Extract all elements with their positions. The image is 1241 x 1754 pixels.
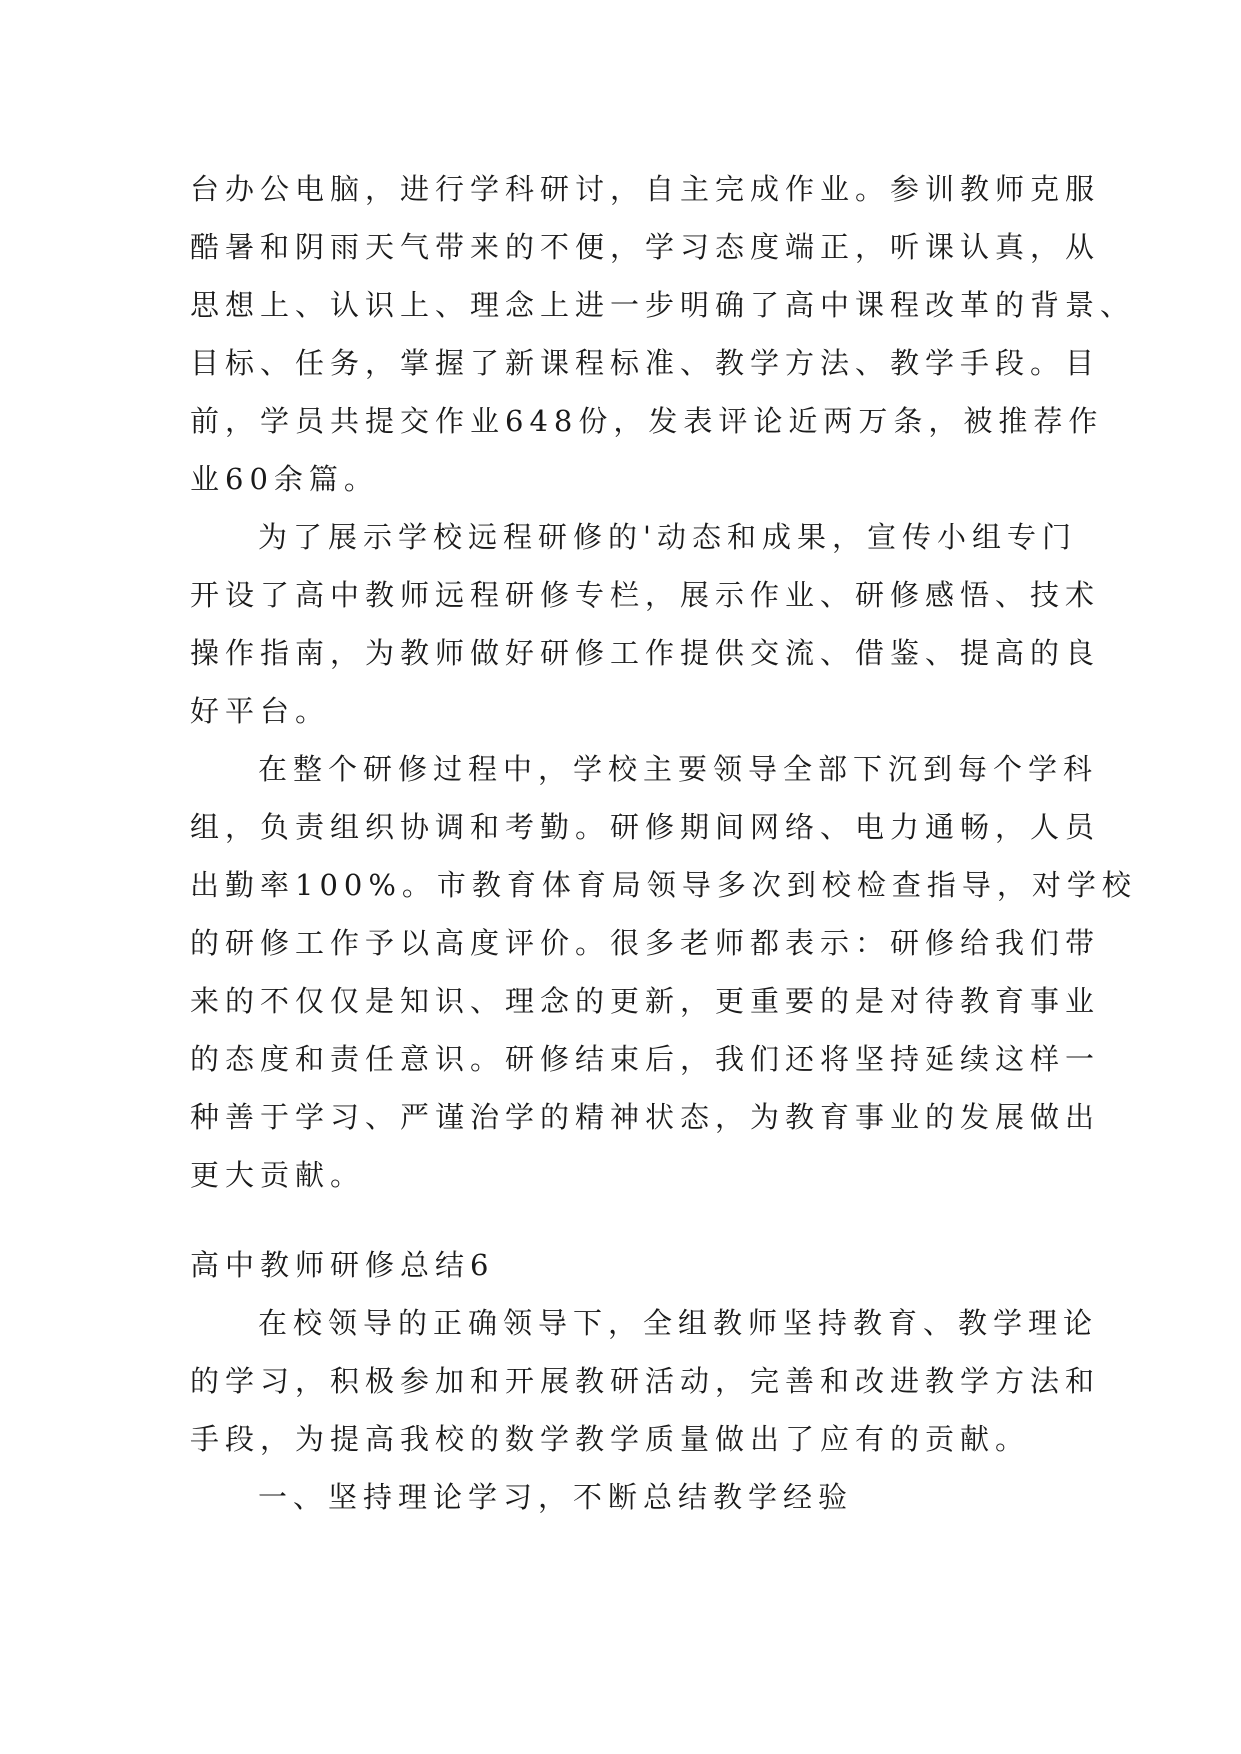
section-title: 高中教师研修总结6 [190, 1248, 495, 1282]
document-page [190, 160, 1137, 1526]
text-line: 业60余篇。 [190, 462, 379, 496]
text-line: 为了展示学校远程研修的'动态和成果，宣传小组专门 [258, 520, 1077, 554]
text-line: 开设了高中教师远程研修专栏，展示作业、研修感悟、技术 [190, 578, 1101, 612]
text-line: 在整个研修过程中，学校主要领导全部下沉到每个学科 [258, 752, 1099, 786]
text-line: 操作指南，为教师做好研修工作提供交流、借鉴、提高的良 [190, 636, 1101, 670]
text-line: 种善于学习、严谨治学的精神状态，为教育事业的发展做出 [190, 1100, 1101, 1134]
subheading-line: 一、坚持理论学习，不断总结教学经验 [258, 1480, 854, 1514]
text-line: 思想上、认识上、理念上进一步明确了高中课程改革的背景、 [190, 288, 1136, 322]
text-line: 手段，为提高我校的数学教学质量做出了应有的贡献。 [190, 1422, 1031, 1456]
text-line: 目标、任务，掌握了新课程标准、教学方法、教学手段。目 [190, 346, 1101, 380]
text-line: 酷暑和阴雨天气带来的不便，学习态度端正，听课认真，从 [190, 230, 1101, 264]
text-line: 好平台。 [190, 694, 331, 728]
paragraph [190, 508, 1101, 740]
text-line: 在校领导的正确领导下，全组教师坚持教育、教学理论 [258, 1306, 1099, 1340]
text-line: 前，学员共提交作业648份，发表评论近两万条，被推荐作 [190, 404, 1104, 438]
section-spacer [190, 1204, 1050, 1236]
text-line: 组，负责组织协调和考勤。研修期间网络、电力通畅，人员 [190, 810, 1101, 844]
paragraph [190, 1294, 1101, 1468]
text-line: 的学习，积极参加和开展教研活动，完善和改进教学方法和 [190, 1364, 1101, 1398]
text-line: 来的不仅仅是知识、理念的更新，更重要的是对待教育事业 [190, 984, 1101, 1018]
text-line: 台办公电脑，进行学科研讨，自主完成作业。参训教师克服 [190, 172, 1101, 206]
paragraph [190, 1468, 1050, 1526]
paragraph [190, 160, 1136, 508]
paragraph [190, 740, 1137, 1204]
text-line: 更大贡献。 [190, 1158, 366, 1192]
text-line: 的态度和责任意识。研修结束后，我们还将坚持延续这样一 [190, 1042, 1101, 1076]
text-line: 的研修工作予以高度评价。很多老师都表示：研修给我们带 [190, 926, 1101, 960]
text-line: 出勤率100%。市教育体育局领导多次到校检查指导，对学校 [190, 868, 1137, 902]
